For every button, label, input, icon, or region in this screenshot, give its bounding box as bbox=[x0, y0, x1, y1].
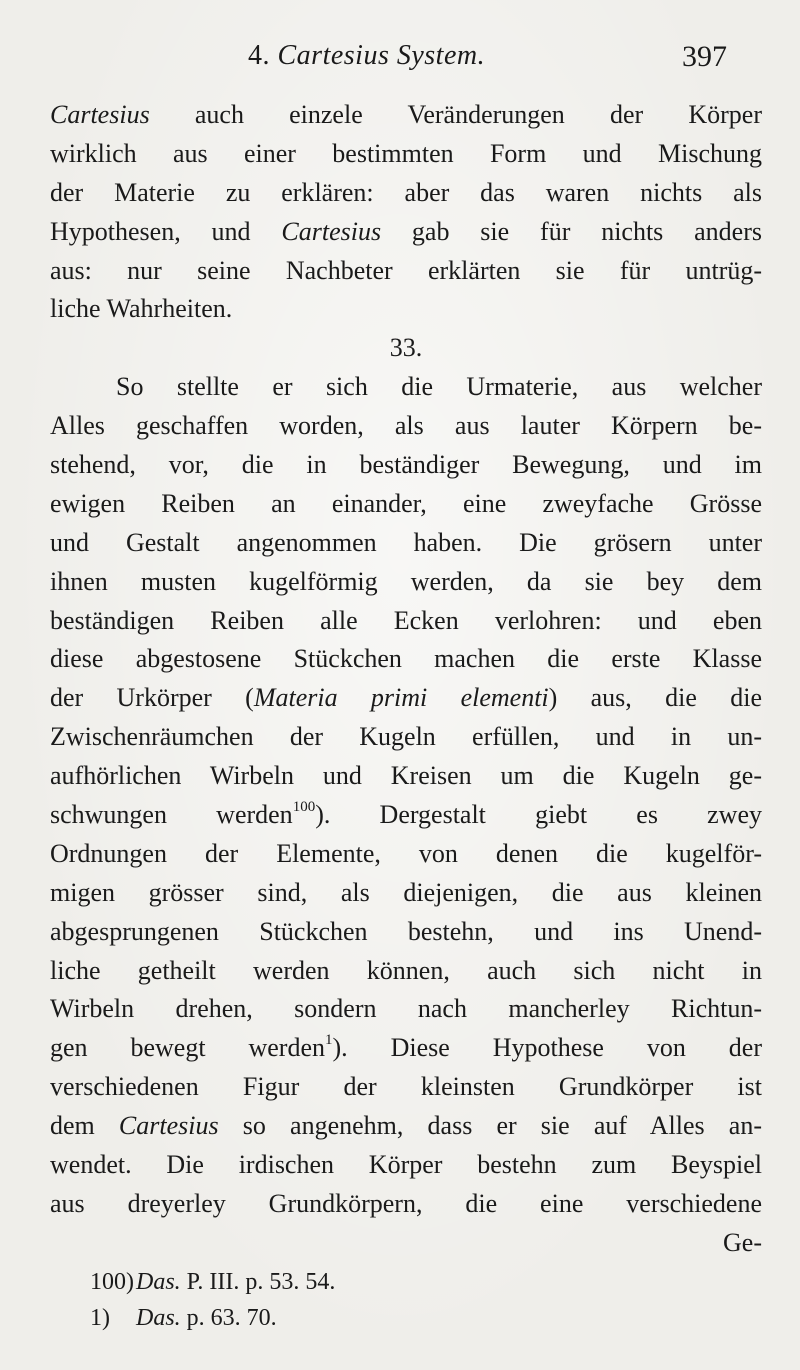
text-run: wirklich aus einer bestimmten Form und Mischung bbox=[50, 138, 762, 168]
text-run: ) aus, die die bbox=[548, 683, 762, 713]
footnote bbox=[90, 1264, 690, 1300]
text-line bbox=[50, 524, 762, 563]
text-line bbox=[50, 757, 762, 796]
text-run: gen bewegt werden bbox=[50, 1033, 325, 1063]
text-line bbox=[50, 485, 762, 524]
text-line bbox=[50, 368, 762, 407]
text-run: migen grösser sind, als diejenigen, die aus kleinen bbox=[50, 877, 762, 907]
footnote-mark: 100) bbox=[90, 1269, 134, 1295]
text-run: dem bbox=[50, 1111, 119, 1141]
text-run: der Urkörper ( bbox=[50, 683, 254, 713]
page-number: 397 bbox=[682, 40, 727, 73]
text-run: ihnen musten kugelförmig werden, da sie bey dem bbox=[50, 566, 762, 596]
text-line bbox=[50, 835, 762, 874]
text-line bbox=[50, 718, 762, 757]
text-line bbox=[50, 1029, 762, 1068]
text-run: Wirbeln drehen, sondern nach mancherley Richtun- bbox=[50, 994, 762, 1024]
chapter-number: 4. bbox=[248, 40, 270, 71]
text-line bbox=[50, 252, 762, 291]
text-run: Zwischenräumchen der Kugeln erfüllen, und in un- bbox=[50, 722, 762, 752]
text-run: aufhörlichen Wirbeln und Kreisen um die Kugeln ge- bbox=[50, 761, 762, 791]
footnote bbox=[90, 1300, 690, 1336]
text-line bbox=[50, 290, 762, 329]
text-run: gab sie für nichts anders bbox=[381, 216, 762, 246]
text-line bbox=[50, 446, 762, 485]
text-run: der Materie zu erklären: aber das waren nichts als bbox=[50, 177, 762, 207]
text-line bbox=[50, 1068, 762, 1107]
text-run: 33. bbox=[389, 333, 423, 363]
text-run: p. 63. 70. bbox=[180, 1305, 277, 1331]
italic-text: Cartesius bbox=[118, 1111, 219, 1141]
italic-text: Materia primi elementi bbox=[253, 683, 549, 713]
text-run: Ge- bbox=[723, 1227, 762, 1257]
text-line bbox=[50, 174, 762, 213]
text-run: schwungen werden bbox=[50, 800, 293, 830]
body-text bbox=[50, 96, 762, 1263]
text-run: ewigen Reiben an einander, eine zweyfache Grösse bbox=[50, 488, 762, 518]
text-run: so angenehm, dass er sie auf Alles an- bbox=[218, 1111, 762, 1141]
text-run: aus: nur seine Nachbeter erklärten sie für untrüg- bbox=[50, 255, 762, 285]
text-run: aus dreyerley Grundkörpern, die eine verschiedene bbox=[50, 1188, 762, 1218]
text-line bbox=[50, 1146, 762, 1185]
text-line bbox=[50, 563, 762, 602]
text-line bbox=[50, 1224, 762, 1263]
footnote-reference: 1 bbox=[325, 1032, 333, 1049]
text-run: auch einzele Veränderungen der Körper bbox=[149, 100, 762, 129]
text-line bbox=[50, 913, 762, 952]
text-run: stehend, vor, die in beständiger Bewegung, und im bbox=[50, 450, 762, 480]
text-run: und Gestalt angenommen haben. Die grösern unter bbox=[50, 527, 762, 557]
text-run: liche Wahrheiten. bbox=[50, 294, 233, 324]
text-run: P. III. p. 53. 54. bbox=[180, 1269, 336, 1295]
italic-text: Das. bbox=[136, 1305, 181, 1331]
italic-text: Das. bbox=[136, 1269, 181, 1295]
text-line bbox=[50, 602, 762, 641]
text-line bbox=[50, 952, 762, 991]
footnote-reference: 100 bbox=[292, 799, 316, 816]
running-title bbox=[248, 40, 485, 72]
text-run: liche getheilt werden können, auch sich nicht in bbox=[50, 955, 762, 985]
text-line bbox=[50, 679, 762, 718]
page-header bbox=[0, 40, 800, 80]
chapter-title: Cartesius System. bbox=[277, 40, 486, 71]
text-run: wendet. Die irdischen Körper bestehn zum Beyspiel bbox=[50, 1150, 762, 1180]
text-run: ). Dergestalt giebt es zwey bbox=[315, 800, 762, 830]
text-line bbox=[50, 407, 762, 446]
italic-text: Cartesius bbox=[50, 100, 150, 129]
text-line bbox=[50, 990, 762, 1029]
text-run: diese abgestosene Stückchen machen die erste Klasse bbox=[50, 644, 762, 674]
text-line bbox=[50, 796, 762, 835]
text-run: ). Diese Hypothese von der bbox=[332, 1033, 762, 1063]
text-line bbox=[50, 96, 762, 135]
footnotes bbox=[90, 1264, 690, 1336]
text-line bbox=[50, 1185, 762, 1224]
footnote-mark: 1) bbox=[90, 1305, 110, 1331]
text-line bbox=[50, 640, 762, 679]
text-line bbox=[50, 213, 762, 252]
text-line bbox=[50, 874, 762, 913]
text-run: verschiedenen Figur der kleinsten Grundkörper ist bbox=[50, 1072, 762, 1102]
text-line bbox=[50, 1107, 762, 1146]
text-run: So stellte er sich die Urmaterie, aus welcher bbox=[116, 372, 762, 402]
text-run: Hypothesen, und bbox=[50, 216, 282, 246]
text-line bbox=[50, 135, 762, 174]
italic-text: Cartesius bbox=[281, 216, 382, 246]
text-run: Alles geschaffen worden, als aus lauter Körpern be- bbox=[50, 411, 762, 441]
text-run: beständigen Reiben alle Ecken verlohren: und eben bbox=[50, 605, 762, 635]
section-number bbox=[50, 329, 762, 368]
text-run: Ordnungen der Elemente, von denen die kugelför- bbox=[50, 838, 762, 868]
text-run: abgesprungenen Stückchen bestehn, und ins Unend- bbox=[50, 916, 762, 946]
